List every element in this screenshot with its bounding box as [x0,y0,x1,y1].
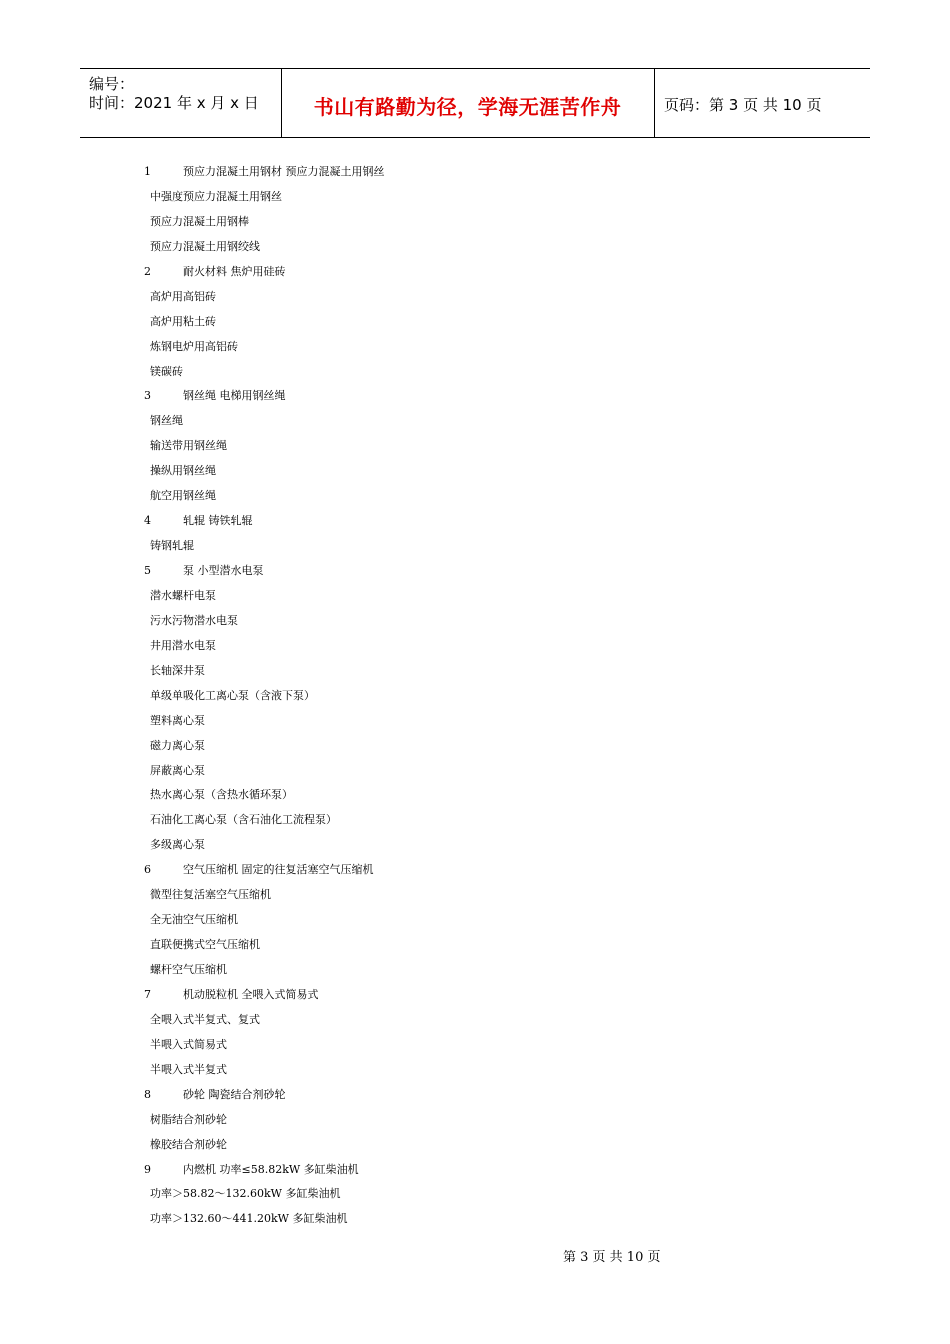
list-item [144,933,744,958]
document-body [144,160,744,1232]
list-item-category [144,1158,744,1183]
list-item-text: 功率＞132.60～441.20kW 多缸柴油机 [150,1212,348,1226]
list-item-text: 多级离心泵 [150,838,205,852]
list-item-category [144,858,744,883]
list-item [144,684,744,709]
header-meta-cell [80,69,282,137]
list-item [144,235,744,260]
list-item [144,734,744,759]
list-item-text: 热水离心泵（含热水循环泵） [150,788,293,802]
list-item-number: 6 [144,863,151,877]
list-item [144,1207,744,1232]
list-item-text: 直联便携式空气压缩机 [150,938,260,952]
list-item-text: 输送带用钢丝绳 [150,439,227,453]
header-motto: 书山有路勤为径，学海无涯苦作舟 [313,95,622,119]
list-item-text: 机动脱粒机 全喂入式简易式 [183,987,319,1001]
list-item [144,659,744,684]
list-item-text: 中强度预应力混凝土用钢丝 [150,189,282,203]
list-item-text: 轧辊 铸铁轧辊 [183,514,253,528]
list-item [144,1033,744,1058]
list-item-text: 空气压缩机 固定的往复活塞空气压缩机 [183,863,374,877]
list-item-text: 功率＞58.82～132.60kW 多缸柴油机 [150,1187,341,1201]
list-item-text: 全喂入式半复式、复式 [150,1012,260,1026]
list-item [144,459,744,484]
list-item-text: 长轴深井泵 [150,663,205,677]
list-item-category [144,260,744,285]
list-item [144,310,744,335]
list-item-text: 预应力混凝土用钢材 预应力混凝土用钢丝 [183,165,385,178]
list-item [144,360,744,385]
list-item-category [144,1083,744,1108]
list-item [144,759,744,784]
list-item-text: 操纵用钢丝绳 [150,464,216,478]
list-item [144,210,744,235]
list-item-category [144,983,744,1008]
list-item [144,484,744,509]
list-item [144,1058,744,1083]
list-item-text: 半喂入式简易式 [150,1037,227,1051]
list-item-category [144,384,744,409]
list-item-category [144,509,744,534]
list-item-text: 泵 小型潜水电泵 [183,564,264,577]
list-item-category [144,160,744,185]
list-item [144,584,744,609]
list-item-number: 9 [144,1162,151,1176]
list-item-text: 预应力混凝土用钢绞线 [150,239,260,253]
list-item [144,434,744,459]
list-item [144,709,744,734]
page-footer: 第 3 页 共 10 页 [563,1250,661,1265]
list-item-text: 塑料离心泵 [150,713,205,727]
list-item-text: 微型往复活塞空气压缩机 [150,888,271,902]
list-item-number: 7 [144,987,151,1001]
list-item [144,185,744,210]
list-item-number: 5 [144,564,151,577]
list-item [144,285,744,310]
list-item-number: 3 [144,389,151,403]
list-item-number: 4 [144,514,151,528]
list-item-number: 1 [144,165,151,178]
list-item-text: 内燃机 功率≤58.82kW 多缸柴油机 [183,1162,359,1176]
list-item [144,908,744,933]
list-item-text: 炼钢电炉用高铝砖 [150,339,238,353]
list-item [144,958,744,983]
list-item-text: 螺杆空气压缩机 [150,963,227,976]
list-item [144,609,744,634]
list-item [144,783,744,808]
list-item-text: 单级单吸化工离心泵（含液下泵） [150,688,315,702]
list-item-text: 铸钢轧辊 [150,539,194,553]
list-item [144,1182,744,1207]
list-item-text: 井用潜水电泵 [150,638,216,652]
header-motto-cell [281,69,655,137]
list-item [144,1108,744,1133]
list-item-text: 高炉用高铝砖 [150,289,216,303]
list-item-text: 污水污物潜水电泵 [150,613,238,627]
page-header [80,68,870,138]
header-page-cell [655,69,870,137]
list-item [144,335,744,360]
list-item-text: 半喂入式半复式 [150,1062,227,1076]
list-item-text: 钢丝绳 [150,414,183,428]
list-item-text: 全无油空气压缩机 [150,913,238,927]
list-item-text: 航空用钢丝绳 [150,489,216,503]
list-item-text: 石油化工离心泵（含石油化工流程泵） [150,813,337,827]
list-item-text: 钢丝绳 电梯用钢丝绳 [183,389,286,403]
list-item-text: 屏蔽离心泵 [150,763,205,777]
list-item-text: 橡胶结合剂砂轮 [150,1137,227,1151]
list-item-text: 高炉用粘土砖 [150,314,216,328]
list-item-text: 耐火材料 焦炉用硅砖 [183,264,286,278]
document-time-label: 时间：2021 年 x 月 x 日 [89,94,259,112]
list-item [144,1008,744,1033]
list-item [144,808,744,833]
header-page-info: 页码：第 3 页 共 10 页 [664,96,822,114]
list-item [144,833,744,858]
list-item-text: 磁力离心泵 [150,738,205,752]
list-item-text: 镁碳砖 [150,364,183,378]
list-item-text: 潜水螺杆电泵 [150,588,216,602]
list-item [144,634,744,659]
list-item-number: 2 [144,264,151,278]
list-item-text: 预应力混凝土用钢棒 [150,214,249,228]
list-item-text: 树脂结合剂砂轮 [150,1112,227,1126]
list-item [144,883,744,908]
list-item-number: 8 [144,1087,151,1101]
document-number-label: 编号： [89,75,135,93]
list-item-text: 砂轮 陶瓷结合剂砂轮 [183,1087,286,1101]
list-item-category [144,559,744,584]
list-item [144,409,744,434]
list-item [144,1133,744,1158]
list-item [144,534,744,559]
